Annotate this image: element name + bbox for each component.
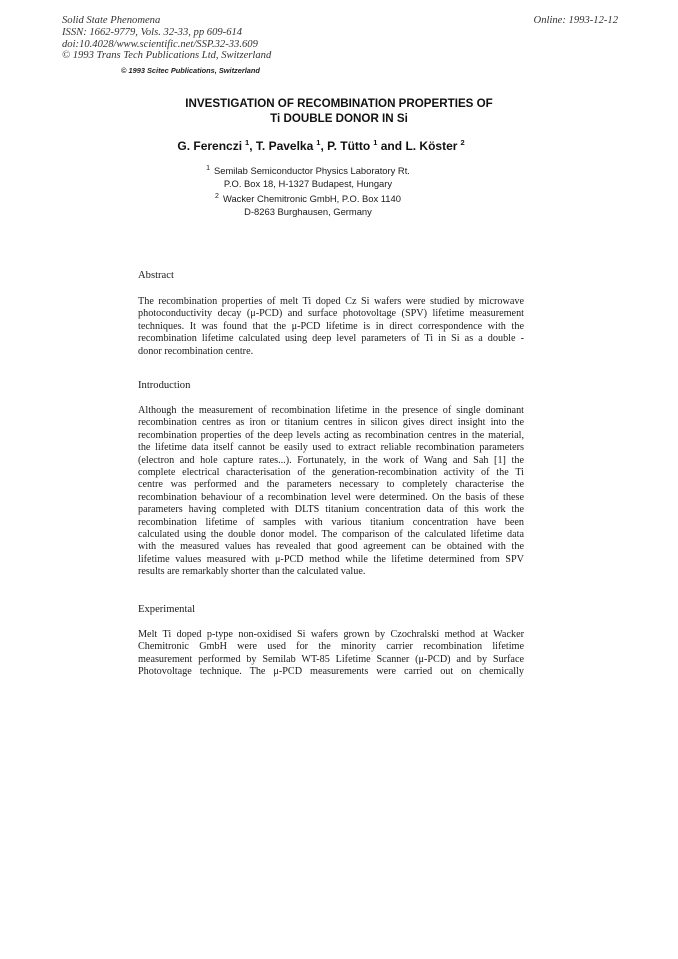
title-line: INVESTIGATION OF RECOMBINATION PROPERTIES OF xyxy=(185,97,493,110)
text-line: photoconductivity decay (μ-PCD) and surface photovoltage (SPV) lifetime measurement xyxy=(138,308,524,320)
author-affiliation-mark: 1 xyxy=(316,138,321,147)
text-line: Chemitronic GmbH were used for the minority carrier recombination lifetime xyxy=(138,641,524,653)
affiliation-mark: 1 xyxy=(206,165,210,172)
affiliation-line: D-8263 Burghausen, Germany xyxy=(244,206,372,217)
author-name: T. Pavelka xyxy=(255,139,314,153)
text-line: parameters having completed with DLTS titanium concentration data of this work the xyxy=(138,504,524,516)
affiliation-line: $^2$ Wacker Chemitronic GmbH, P.O. Box 1140 xyxy=(215,193,401,204)
text-line: recombination properties of the deep levels acting as recombination centres in the material, xyxy=(138,429,524,441)
author-affiliation-mark: 2 xyxy=(460,138,465,147)
abstract-paragraph xyxy=(138,296,524,358)
online-date: Online: 1993-12-12 xyxy=(533,15,618,26)
text-line: recombination lifetime of samples with various titanium concentration have been xyxy=(138,516,524,528)
author-separator: , xyxy=(249,139,253,153)
text-line: results are remarkably shorter than the calculated value. xyxy=(138,566,366,578)
author-separator: and xyxy=(377,139,403,153)
text-line: donor recombination centre. xyxy=(138,345,254,357)
section-heading-introduction: Introduction xyxy=(138,380,191,391)
paper-title xyxy=(0,96,678,126)
affiliation-line: P.O. Box 18, H-1327 Budapest, Hungary xyxy=(223,178,393,189)
publisher-note: © 1993 Scitec Publications, Switzerland xyxy=(121,66,260,75)
journal-issn: ISSN: 1662-9779, Vols. 32-33, pp 609-614 xyxy=(62,26,243,38)
author-list xyxy=(0,138,642,153)
text-line: complete electrical characterisation of the generation-recombination activity of the Ti xyxy=(138,466,524,478)
introduction-paragraph xyxy=(138,405,524,578)
text-line: techniques. It was found that the μ-PCD lifetime is in direct correspondence with the xyxy=(138,320,524,332)
journal-name: Solid State Phenomena xyxy=(62,15,161,26)
text-line: Photovoltage technique. The μ-PCD measurements were carried out on chemically xyxy=(138,666,524,678)
text-line: Melt Ti doped p-type non-oxidised Si wafers grown by Czochralski method at Wacker xyxy=(138,629,524,640)
text-line: Although the measurement of recombination lifetime in the presence of single dominant xyxy=(138,405,524,416)
author-separator: , xyxy=(320,139,324,153)
text-line: with the measured values has revealed that good agreement can be obtained with the xyxy=(138,541,524,553)
text-line: recombination behaviour of a recombination level were determined. On the basis of these xyxy=(138,491,524,503)
journal-copyright: © 1993 Trans Tech Publications Ltd, Switzerland xyxy=(62,50,272,62)
section-heading-experimental: Experimental xyxy=(138,604,196,615)
affiliation-line: $^1$ Semilab Semiconductor Physics Laboratory Rt. xyxy=(206,165,410,176)
text-line: calculated using the double donor model. The comparison of the calculated lifetime data xyxy=(138,528,524,540)
affiliation xyxy=(0,190,616,218)
author-name: G. Ferenczi xyxy=(177,139,243,153)
text-line: recombination centres as iron or titanium centres in silicon gives direct insight into the xyxy=(138,417,524,429)
text-line: (electron and hole capture rates...). Fortunately, in the work of Wang and Sah [1] the xyxy=(138,454,524,466)
journal-doi: doi:10.4028/www.scientific.net/SSP.32-33.609 xyxy=(62,38,258,50)
affiliation-mark: 2 xyxy=(215,193,219,200)
text-line: lifetime values measured with μ-PCD method while the lifetime determined from SPV xyxy=(138,553,524,565)
author-name: P. Tütto xyxy=(327,139,371,153)
affiliation xyxy=(0,162,616,190)
title-line: Ti DOUBLE DONOR IN Si xyxy=(270,112,408,125)
journal-header xyxy=(62,15,271,62)
text-line: recombination lifetime calculated using deep level parameters of Ti in Si as a double - xyxy=(138,333,524,345)
text-line: The recombination properties of melt Ti doped Cz Si wafers were studied by microwave xyxy=(138,296,524,307)
section-heading-abstract: Abstract xyxy=(138,270,174,281)
author-affiliation-mark: 1 xyxy=(373,138,378,147)
text-line: the lifetime data itself cannot be easily used to extract reliable recombination parameters xyxy=(138,442,524,454)
author-name: L. Köster xyxy=(405,139,458,153)
author-affiliation-mark: 1 xyxy=(245,138,250,147)
experimental-paragraph xyxy=(138,629,524,679)
text-line: measurement performed by Semilab WT-85 Lifetime Scanner (μ-PCD) and by Surface xyxy=(138,653,524,665)
text-line: centre was performed and the parameters necessary to completely characterise the xyxy=(138,479,524,491)
